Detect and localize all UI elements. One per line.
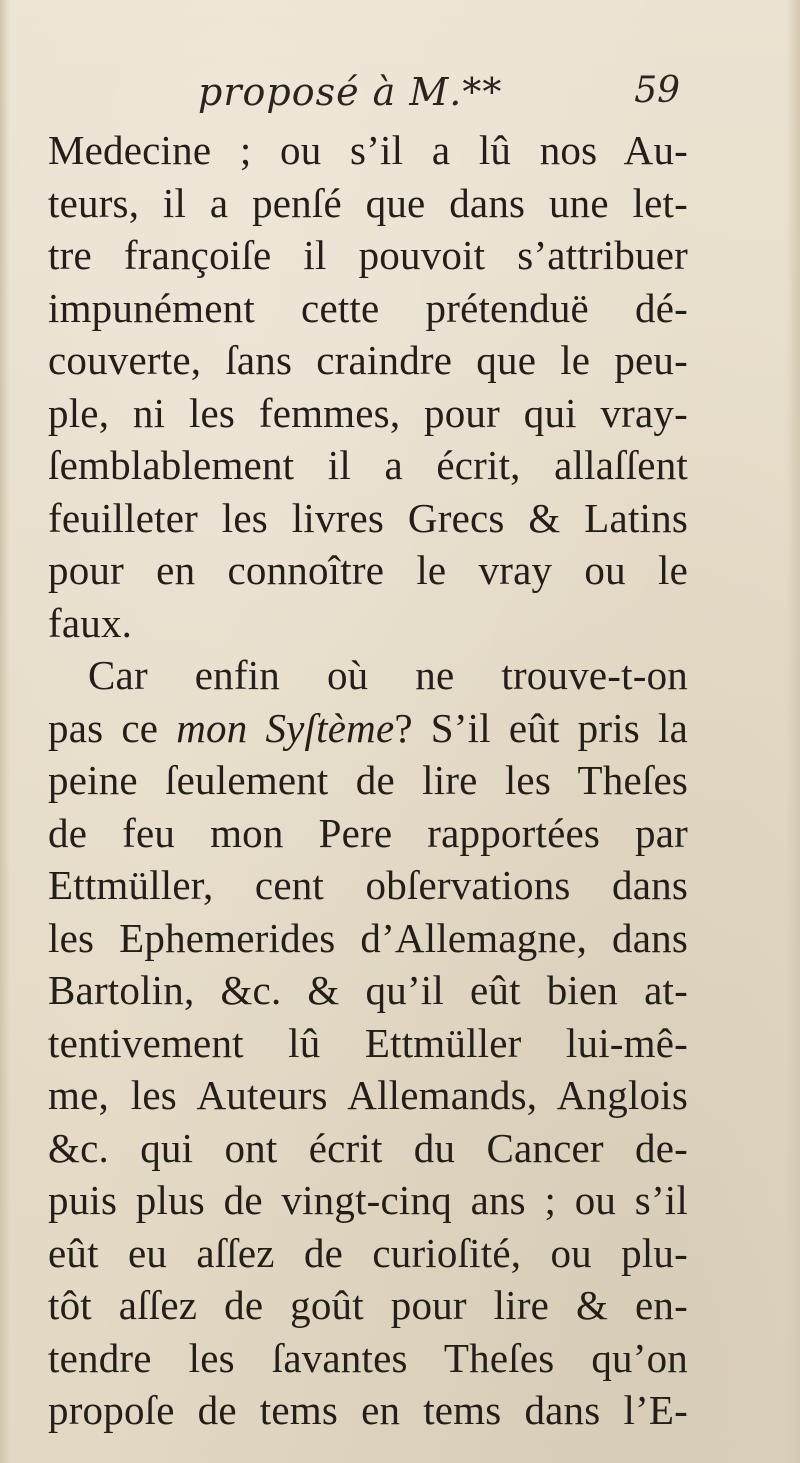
text-line: Bartolin, &c. & qu’il eût bien at- xyxy=(48,967,688,1013)
running-head: proposé à M.** xyxy=(198,70,503,114)
italic-phrase: mon Syſtème xyxy=(176,704,395,751)
page-header xyxy=(50,70,690,130)
text-line: tre françoiſe il pouvoit s’attribuer xyxy=(48,232,688,278)
text-line: &c. qui ont écrit du Cancer de- xyxy=(48,1124,688,1171)
text-line: couverte, ſans craindre que le peu- xyxy=(48,337,688,383)
text-line: me, les Auteurs Allemands, Anglois xyxy=(48,1072,688,1118)
page-edge-left xyxy=(0,0,10,1463)
text-line: Ettmüller, cent obſervations dans xyxy=(48,862,688,908)
text-line: propoſe de tems en tems dans l’E- xyxy=(48,1387,688,1433)
text-line: de feu mon Pere rapportées par xyxy=(48,809,688,856)
page-edge-right xyxy=(786,0,800,1463)
text-line: Medecine ; ou s’il a lû nos Au- xyxy=(48,127,688,173)
text-line: eût eu aſſez de curioſité, ou plu- xyxy=(48,1229,688,1276)
text-line: tendre les ſavantes Theſes qu’on xyxy=(48,1334,688,1381)
text-line: tôt aſſez de goût pour lire & en- xyxy=(48,1282,688,1328)
text-line: puis plus de vingt-cinq ans ; ou s’il xyxy=(48,1177,688,1223)
text-line: ple, ni les femmes, pour qui vray- xyxy=(48,389,688,436)
text-line: faux. xyxy=(48,599,133,646)
text-line: feuilleter les livres Grecs & Latins xyxy=(48,494,688,541)
text-line: ſemblablement il a écrit, allaſſent xyxy=(48,442,688,488)
page-number: 59 xyxy=(634,70,680,111)
text-line: tentivement lû Ettmüller lui-mê- xyxy=(48,1019,688,1066)
text-segment: ? S’il eût pris la xyxy=(394,704,689,751)
paragraph-first-line: Car enfin où ne trouve-t-on xyxy=(88,652,688,698)
text-line: peine ſeulement de lire les Theſes xyxy=(48,757,688,803)
text-line: impunément cette prétenduë dé- xyxy=(48,284,688,331)
text-segment: pas ce xyxy=(48,704,159,751)
text-line: les Ephemerides d’Allemagne, dans xyxy=(48,914,688,961)
text-line: teurs, il a penſé que dans une let- xyxy=(48,179,688,226)
text-line: pour en connoître le vray ou le xyxy=(48,547,688,593)
text-line-with-italic xyxy=(48,702,688,755)
body-text xyxy=(48,124,688,1437)
